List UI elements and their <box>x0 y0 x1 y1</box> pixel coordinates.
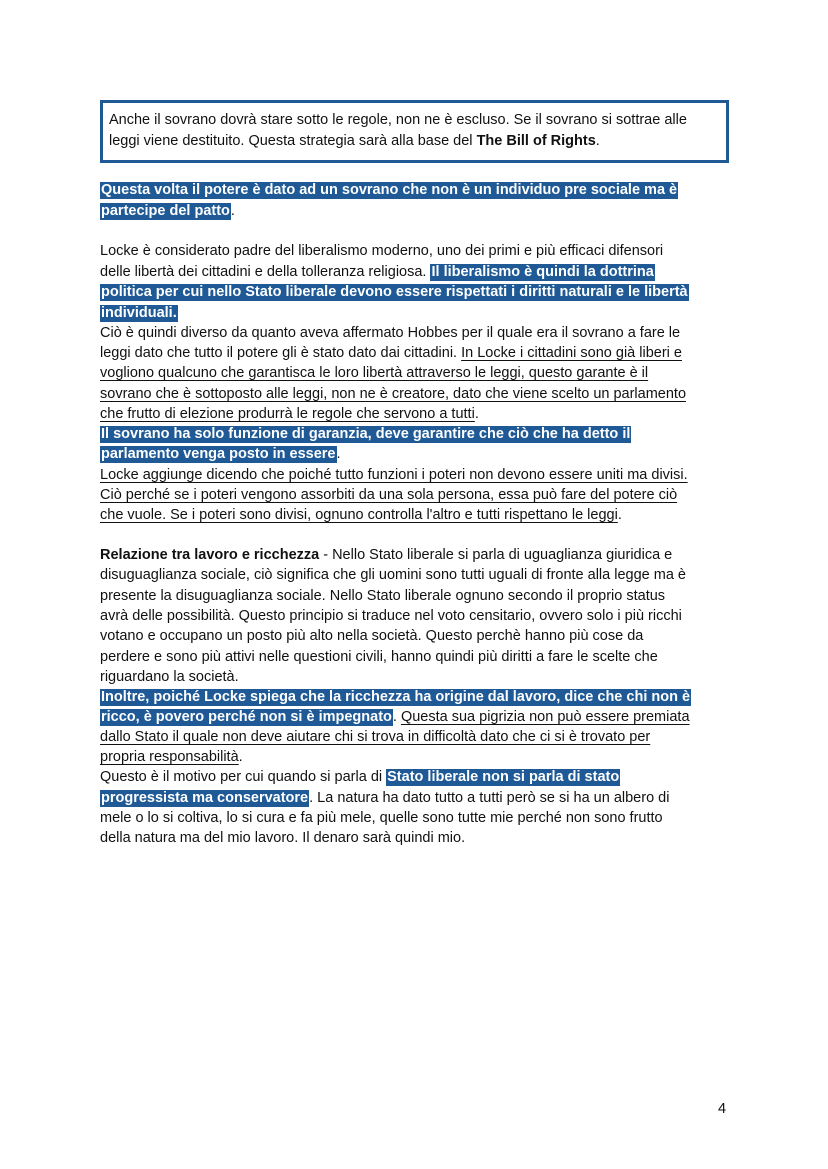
paragraph-3-line <box>100 808 663 829</box>
paragraph-3-line <box>100 707 690 728</box>
highlight: Inoltre, poiché Locke spiega che la ricchezza ha origine dal lavoro, dice che chi non è <box>101 689 691 705</box>
paragraph-2-line <box>100 282 689 303</box>
paragraph-2-line <box>100 404 479 425</box>
highlight: Il sovrano ha solo funzione di garanzia, deve garantire che ciò che ha detto il <box>101 426 631 442</box>
paragraph-2-line <box>100 343 682 364</box>
highlight: politica per cui nello Stato liberale devono essere rispettati i diritti naturali e le libertà <box>101 284 688 300</box>
text: votano e occupano un posto più alto nella società. Questo perchè hanno più cose da <box>100 628 644 644</box>
section-heading: Relazione tra lavoro e ricchezza <box>100 547 320 563</box>
underlined-text: dallo Stato il quale non deve aiutare chi si trova in difficoltà dato che ci si è trovato per <box>100 729 651 745</box>
text: perdere e sono più attivi nelle questioni civili, hanno quindi più diritti a fare le scelte che <box>100 649 658 665</box>
highlight: partecipe del patto <box>101 203 230 219</box>
paragraph-2-line <box>100 303 178 324</box>
paragraph-2-line <box>100 323 680 344</box>
paragraph-2-line <box>100 505 622 526</box>
highlight: Questa volta il potere è dato ad un sovrano che non è un individuo pre sociale ma è <box>101 182 678 198</box>
box-bold-title: The Bill of Rights <box>476 133 596 149</box>
highlight: Il liberalismo è quindi la dottrina <box>431 264 654 280</box>
paragraph-1-line <box>100 180 678 201</box>
paragraph-3-line <box>100 606 682 627</box>
paragraph-3-line <box>100 667 239 688</box>
punct: . <box>474 406 479 422</box>
highlight: progressista ma conservatore <box>101 790 309 806</box>
underlined-text: sovrano che è sottoposto alle leggi, non ne è creatore, dato che viene scelto un parlamento <box>100 386 687 402</box>
underlined-text: In Locke i cittadini sono già liberi e <box>461 345 682 361</box>
underlined-text: Ciò perché se i poteri vengono assorbiti da una sola persona, essa può fare del potere ciò <box>100 487 678 503</box>
underlined-text: Questa sua pigrizia non può essere premiata <box>400 709 690 725</box>
punct: . <box>238 749 243 765</box>
paragraph-3-line <box>100 586 665 607</box>
underlined-text: vogliono qualcuno che garantisca le loro libertà attraverso le leggi, questo garante è il <box>100 365 649 381</box>
text: Locke è considerato padre del liberalismo moderno, uno dei primi e più efficaci difensori <box>100 243 664 259</box>
paragraph-2-line <box>100 485 677 506</box>
punct: . <box>230 203 235 219</box>
punct: . <box>336 446 341 462</box>
paragraph-2-line <box>100 424 631 445</box>
paragraph-3-line <box>100 788 669 809</box>
highlight: Stato liberale non si parla di stato <box>387 769 620 785</box>
highlight: ricco, è povero perché non si è impegnato <box>101 709 392 725</box>
text: disuguaglianza sociale, ciò significa che gli uomini sono tutti uguali di fronte alla legge ma è <box>100 567 686 583</box>
box-text-end: . <box>595 133 600 149</box>
paragraph-3-line <box>100 828 465 849</box>
underlined-text: che vuole. Se i poteri sono divisi, ognuno controlla l'altro e tutti rispettano le leggi <box>100 507 618 523</box>
text: leggi dato che tutto il potere gli è stato dato dai cittadini. <box>100 345 462 361</box>
text: mele o lo si coltiva, lo si cura e fa più mele, quelle sono tutte mie perché non sono frutto <box>100 810 663 826</box>
paragraph-3-line <box>100 626 643 647</box>
page-number: 4 <box>718 1101 727 1117</box>
paragraph-3-line <box>100 747 243 768</box>
paragraph-2-line <box>100 465 688 486</box>
box-text-1: Anche il sovrano dovrà stare sotto le regole, non ne è escluso. Se il sovrano si sottrae alle <box>109 112 687 128</box>
text: riguardano la società. <box>100 669 239 685</box>
underlined-text: propria responsabilità <box>100 749 239 765</box>
underlined-text: che frutto di elezione produrrà le regole che servono a tutti <box>100 406 475 422</box>
text: Questo è il motivo per cui quando si parla di <box>100 769 387 785</box>
underlined-text: Locke aggiunge dicendo che poiché tutto funzioni i poteri non devono essere uniti ma divisi. <box>100 467 688 483</box>
text: Ciò è quindi diverso da quanto aveva affermato Hobbes per il quale era il sovrano a fare le <box>100 325 681 341</box>
paragraph-2-line <box>100 444 341 465</box>
box-text-2: leggi viene destituito. Questa strategia sarà alla base del <box>109 133 477 149</box>
paragraph-2-line <box>100 384 686 405</box>
bordered-note-box <box>100 100 729 163</box>
punct: . <box>392 709 401 725</box>
paragraph-2-line <box>100 363 648 384</box>
paragraph-3-line <box>100 767 620 788</box>
text: delle libertà dei cittadini e della tolleranza religiosa. <box>100 264 431 280</box>
paragraph-2-line <box>100 262 655 283</box>
highlight: individuali. <box>101 305 177 321</box>
paragraph-3-line <box>100 565 686 586</box>
text: . La natura ha dato tutto a tutti però se si ha un albero di <box>309 790 670 806</box>
punct: . <box>617 507 622 523</box>
paragraph-1-line <box>100 201 235 222</box>
text: avrà delle possibilità. Questo principio si traduce nel voto censitario, ovvero solo i più ricchi <box>100 608 682 624</box>
paragraph-3-line <box>100 727 650 748</box>
paragraph-3-line <box>100 647 658 668</box>
text: - Nello Stato liberale si parla di uguaglianza giuridica e <box>319 547 673 563</box>
highlight: parlamento venga posto in essere <box>101 446 336 462</box>
paragraph-2-line <box>100 241 663 262</box>
text: della natura ma del mio lavoro. Il denaro sarà quindi mio. <box>100 830 466 846</box>
paragraph-3-line <box>100 545 672 566</box>
paragraph-3-line <box>100 687 691 708</box>
text: presente la disuguaglianza sociale. Nello Stato liberale ognuno secondo il proprio status <box>100 588 666 604</box>
